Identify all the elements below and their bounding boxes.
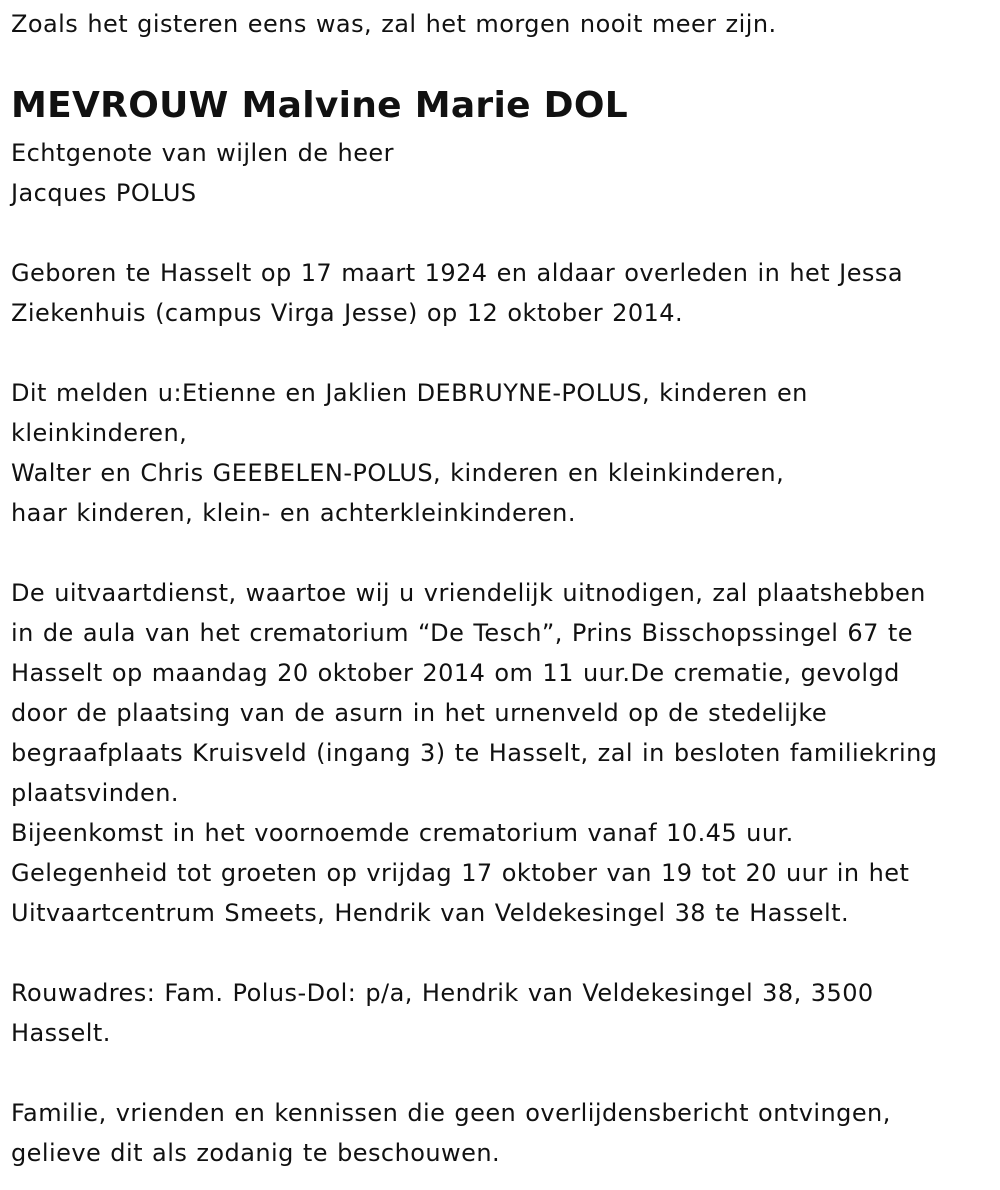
paragraph-line: gelieve dit als zodanig te beschouwen. bbox=[11, 1139, 501, 1167]
paragraph-line: door de plaatsing van de asurn in het urnenveld op de stedelijke bbox=[11, 699, 828, 727]
paragraph-line: in de aula van het crematorium “De Tesch”, Prins Bisschopssingel 67 te bbox=[11, 619, 913, 647]
deceased-name-title: MEVROUW Malvine Marie DOL bbox=[11, 85, 629, 126]
spouse-line: Echtgenote van wijlen de heer bbox=[11, 139, 394, 167]
paragraph-line: haar kinderen, klein- en achterkleinkinderen. bbox=[11, 499, 576, 527]
motto: Zoals het gisteren eens was, zal het morgen nooit meer zijn. bbox=[11, 10, 777, 38]
paragraph-line: Bijeenkomst in het voornoemde crematorium vanaf 10.45 uur. bbox=[11, 819, 794, 847]
paragraph-line: Dit melden u:Etienne en Jaklien DEBRUYNE-POLUS, kinderen en bbox=[11, 379, 808, 407]
paragraph-line: Ziekenhuis (campus Virga Jesse) op 12 oktober 2014. bbox=[11, 299, 684, 327]
paragraph-line: plaatsvinden. bbox=[11, 779, 180, 807]
paragraph-line: kleinkinderen, bbox=[11, 419, 188, 447]
paragraph-line: Uitvaartcentrum Smeets, Hendrik van Veldekesingel 38 te Hasselt. bbox=[11, 899, 850, 927]
paragraph-line: Hasselt. bbox=[11, 1019, 111, 1047]
paragraph-line: Walter en Chris GEEBELEN-POLUS, kinderen en kleinkinderen, bbox=[11, 459, 785, 487]
paragraph-line: De uitvaartdienst, waartoe wij u vriendelijk uitnodigen, zal plaatshebben bbox=[11, 579, 926, 607]
paragraph-line: begraafplaats Kruisveld (ingang 3) te Hasselt, zal in besloten familiekring bbox=[11, 739, 938, 767]
paragraph-line: Geboren te Hasselt op 17 maart 1924 en aldaar overleden in het Jessa bbox=[11, 259, 903, 287]
spouse-name: Jacques POLUS bbox=[11, 179, 197, 207]
paragraph-line: Gelegenheid tot groeten op vrijdag 17 oktober van 19 tot 20 uur in het bbox=[11, 859, 910, 887]
paragraph-line: Familie, vrienden en kennissen die geen overlijdensbericht ontvingen, bbox=[11, 1099, 891, 1127]
paragraph-line: Rouwadres: Fam. Polus-Dol: p/a, Hendrik van Veldekesingel 38, 3500 bbox=[11, 979, 874, 1007]
paragraph-line: Hasselt op maandag 20 oktober 2014 om 11 uur.De crematie, gevolgd bbox=[11, 659, 900, 687]
